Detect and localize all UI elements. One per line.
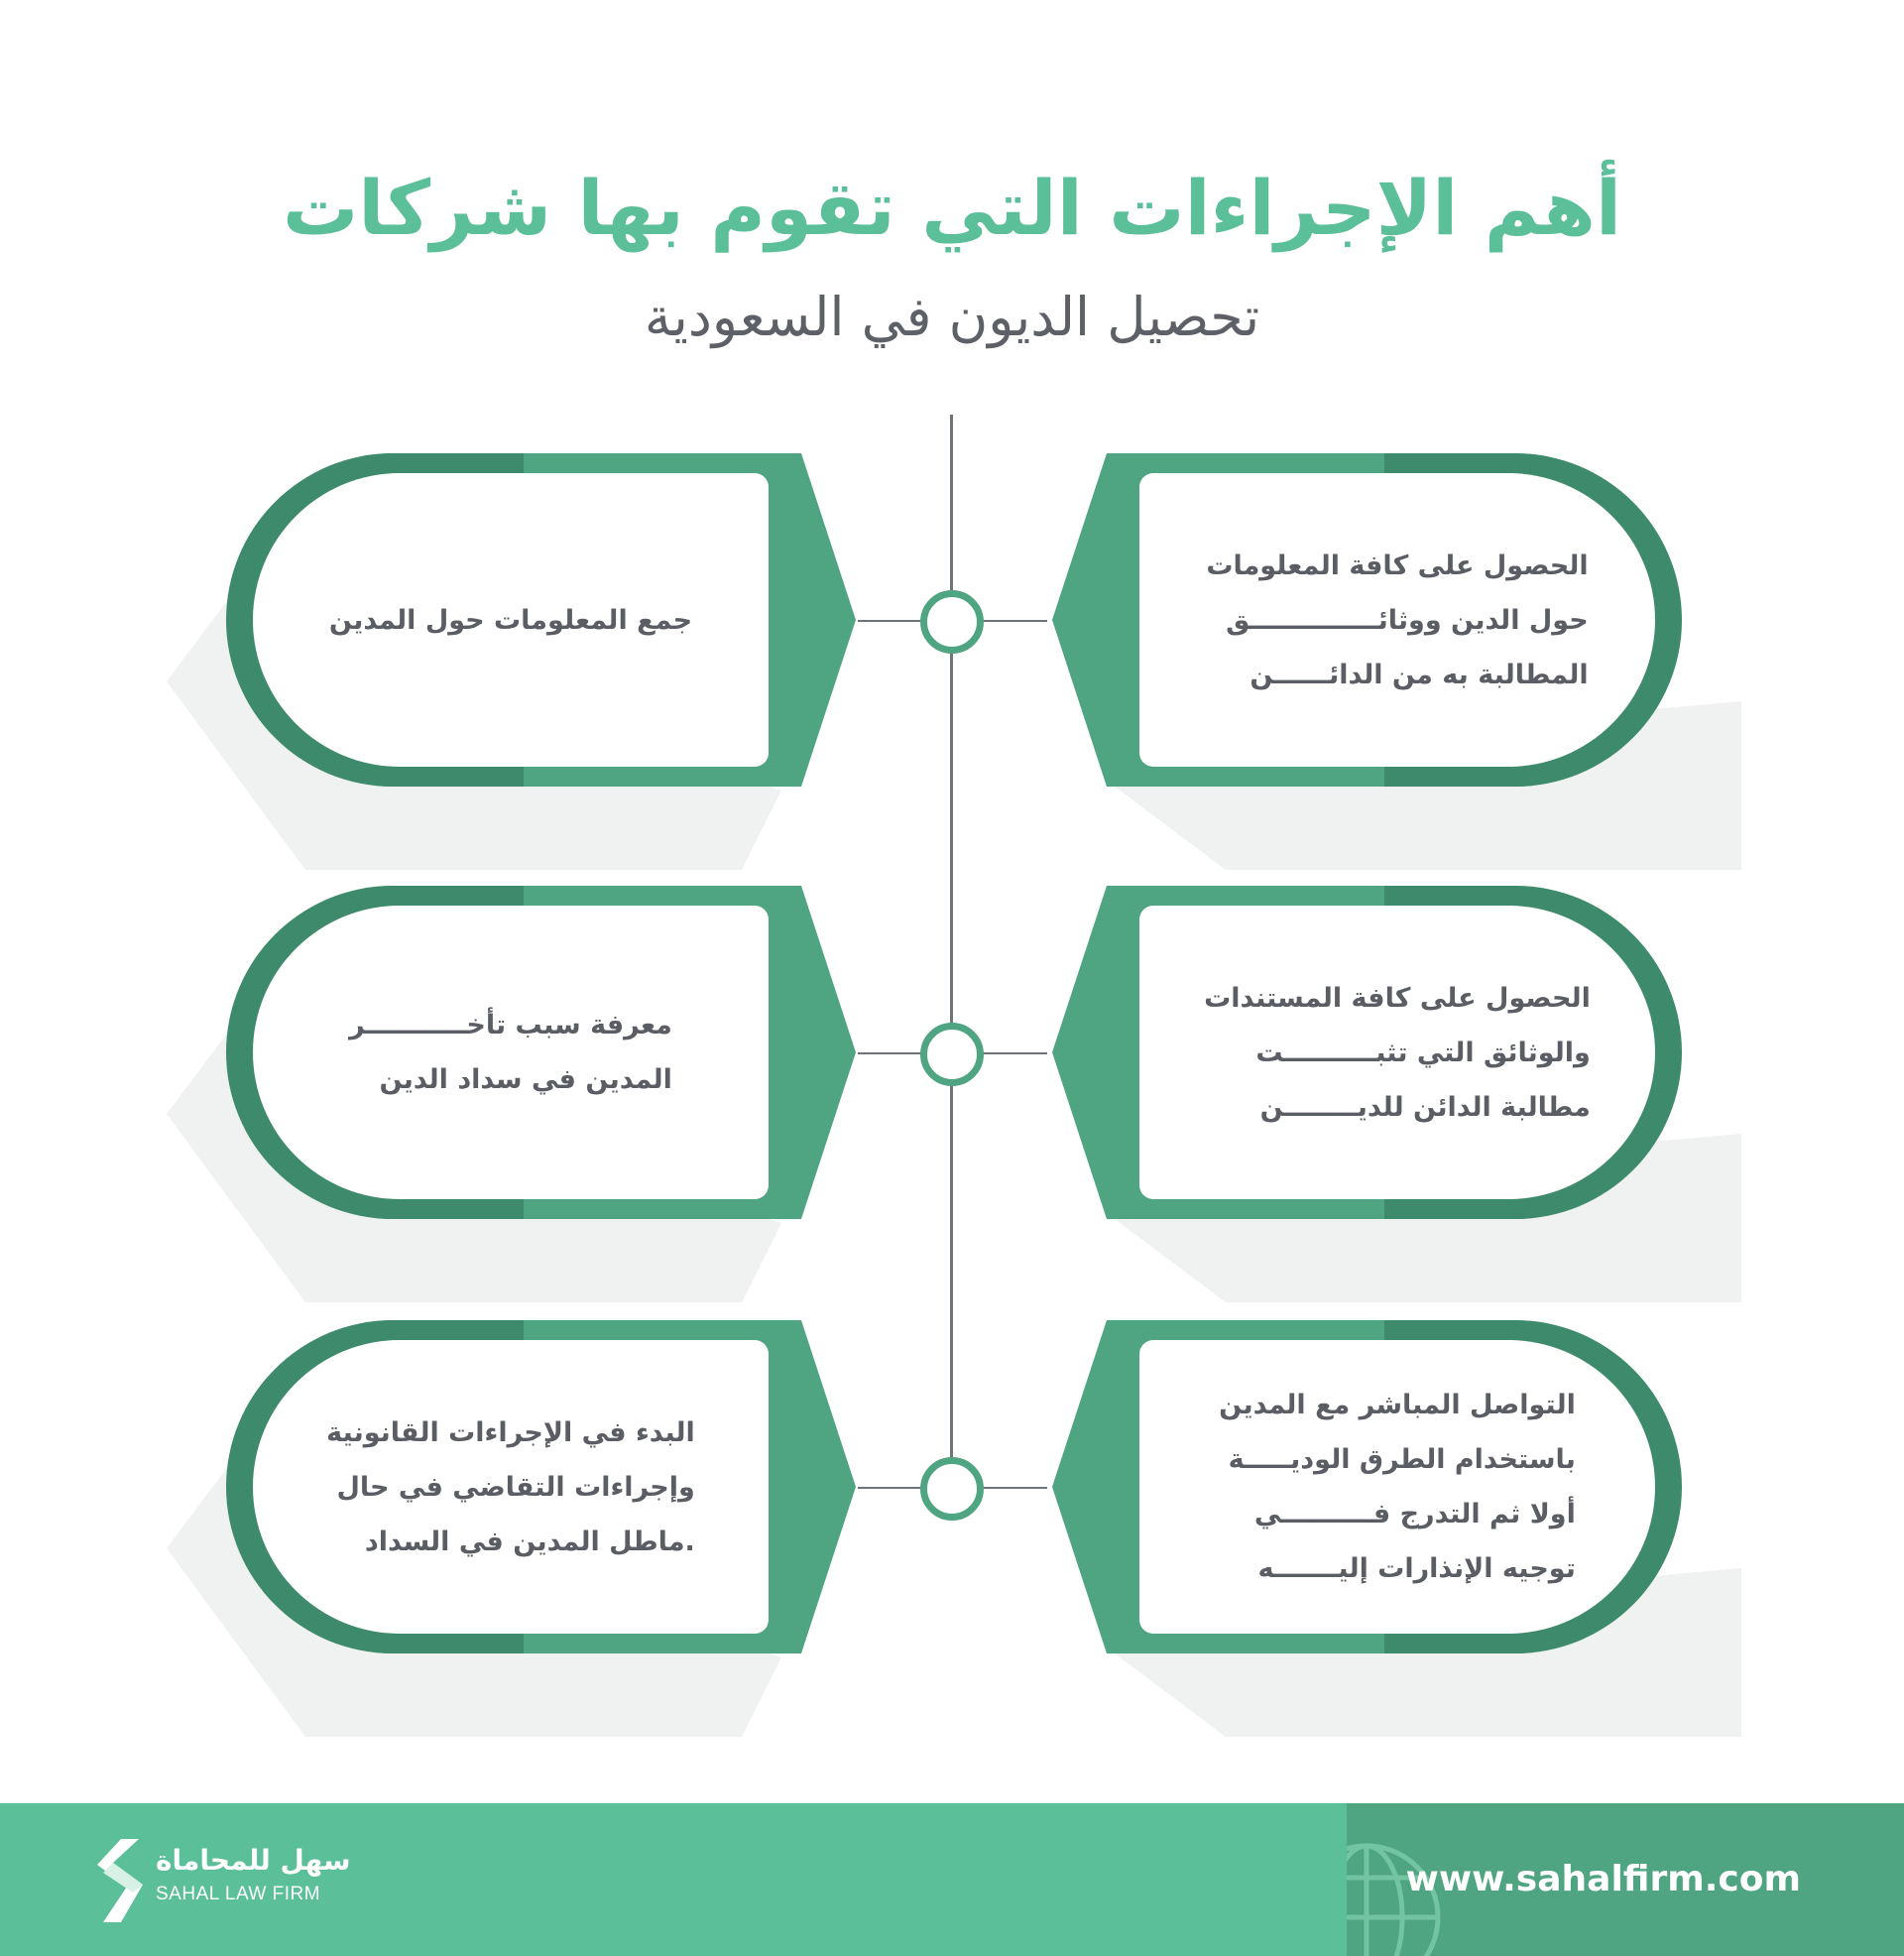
step-text: البدء في الإجراءات القانونية وإجراءات التقاضي في حال .ماطل المدين في السداد <box>326 1416 695 1557</box>
sahal-logo-icon <box>91 1839 153 1922</box>
card-panel <box>1139 473 1655 767</box>
step-card-right-2 <box>1047 886 1682 1223</box>
step-card-right-1 <box>1047 453 1682 791</box>
card-panel <box>253 1340 769 1634</box>
step-card-left-1 <box>226 453 861 791</box>
timeline-line <box>950 415 953 1486</box>
card-panel <box>253 473 769 767</box>
card-panel <box>1139 1340 1655 1634</box>
step-text: جمع المعلومات حول المدين <box>328 604 693 636</box>
card-panel <box>1139 906 1655 1199</box>
step-text: معرفة سبب تأخـــــــــــر المدين في سداد الدين <box>349 1010 672 1095</box>
page-subtitle: تحصيل الديون في السعودية <box>644 286 1260 348</box>
step-text: الحصول على كافة المعلومات حول الدين ووثائــــــــــــــق المطالبة به من الدائــــــن <box>1206 550 1589 690</box>
step-text: التواصل المباشر مع المدين باستخدام الطرق الوديـــــة أولا ثم التدرج فــــــــــي توجيه الإنذارات إليـــــــه <box>1219 1390 1576 1584</box>
step-card-right-3 <box>1047 1320 1682 1657</box>
page-title: أهم الإجراءات التي تقوم بها شركات <box>282 164 1622 252</box>
step-card-left-3 <box>226 1320 861 1657</box>
website-url[interactable]: www.sahalfirm.com <box>1405 1859 1801 1899</box>
step-text: الحصول على كافة المستندات والوثائق التي تثبــــــــــت مطالبة الدائن للديــــــــن <box>1204 982 1591 1123</box>
step-card-left-2 <box>226 886 861 1223</box>
brand-name-arabic: سهل للمحاماة <box>156 1844 351 1877</box>
brand-name-english: SAHAL LAW FIRM <box>156 1884 321 1904</box>
footer-bar <box>0 1803 1904 1956</box>
card-panel <box>253 906 769 1199</box>
